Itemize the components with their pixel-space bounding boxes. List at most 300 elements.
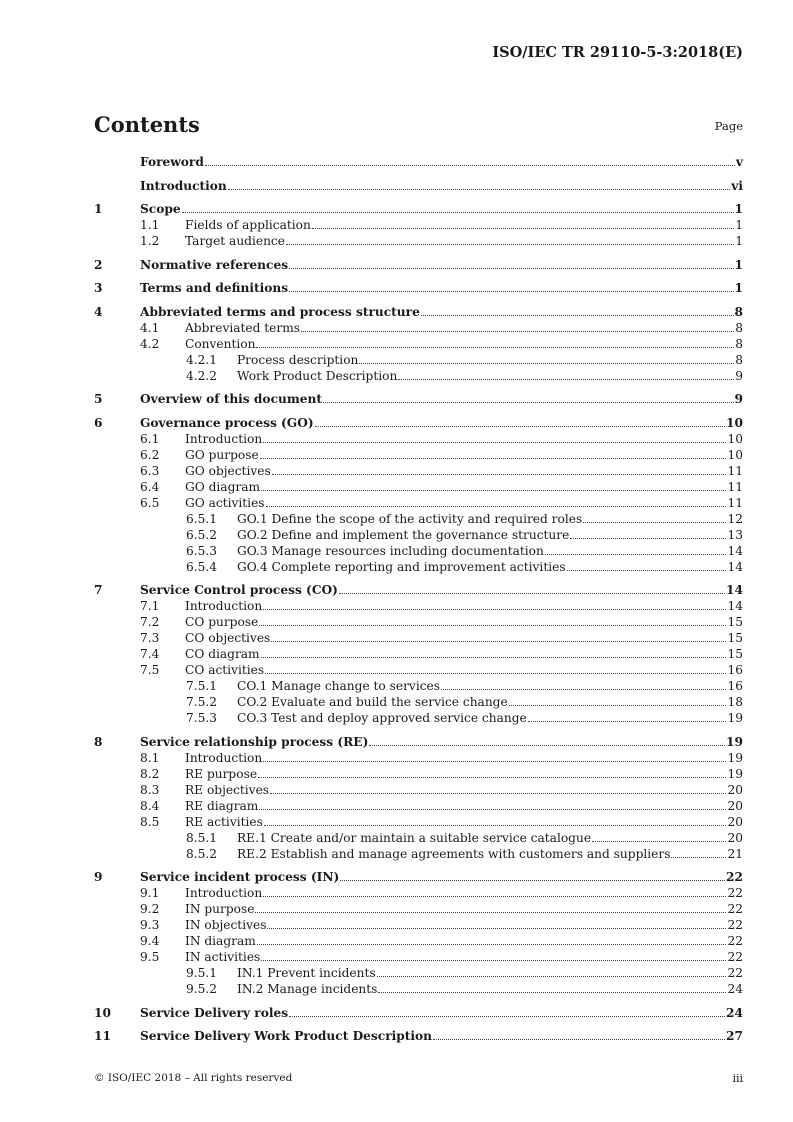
toc-entry-title: Foreword xyxy=(140,155,204,169)
toc-entry-line xyxy=(237,511,743,527)
toc-entry-page: 24 xyxy=(726,1005,743,1020)
toc-entry-page: 15 xyxy=(727,647,743,661)
dot-leader xyxy=(263,750,726,762)
toc-entry-title: Scope xyxy=(140,202,181,216)
toc-entry-number: 7.5.1 xyxy=(186,679,218,693)
dot-leader xyxy=(312,217,734,229)
toc-entry-number: 8.5.2 xyxy=(186,846,218,861)
toc-entry-title: CO.2 Evaluate and build the service change xyxy=(237,695,508,709)
toc-entry-title: GO diagram xyxy=(185,479,261,494)
toc-entry[interactable] xyxy=(94,352,743,368)
toc-entry-line xyxy=(185,495,743,511)
toc-entry-title: RE objectives xyxy=(185,782,270,797)
toc-entry[interactable] xyxy=(94,559,743,575)
toc-entry[interactable] xyxy=(94,479,743,495)
toc-entry-title: RE diagram xyxy=(185,798,259,813)
dot-leader xyxy=(261,646,727,658)
toc-entry[interactable] xyxy=(94,391,743,407)
dot-leader xyxy=(264,814,727,826)
toc-entry-page: 1 xyxy=(734,281,743,295)
dot-leader xyxy=(260,447,727,459)
toc-entry-page: 18 xyxy=(727,695,743,709)
toc-entry-title: CO.3 Test and deploy approved service change xyxy=(237,711,527,725)
toc-entry[interactable] xyxy=(94,304,743,320)
toc-entry-number: 7.2 xyxy=(140,615,160,629)
toc-entry-page: 22 xyxy=(727,934,743,948)
toc-entry[interactable] xyxy=(94,869,743,885)
toc-entry[interactable] xyxy=(94,734,743,750)
toc-entry-page: 21 xyxy=(727,846,743,861)
toc-entry-page: 24 xyxy=(727,982,743,996)
toc-entry[interactable] xyxy=(94,582,743,598)
toc-entry[interactable] xyxy=(94,527,743,543)
toc-entry-number: 4 xyxy=(94,304,103,319)
toc-entry-page: 1 xyxy=(734,257,743,272)
page-title: Contents xyxy=(94,112,200,137)
toc-entry-page: 19 xyxy=(727,766,743,781)
toc-entry-title: CO purpose xyxy=(185,615,259,629)
toc-entry[interactable] xyxy=(94,965,743,981)
toc-entry-number: 9.4 xyxy=(140,934,160,948)
toc-entry-line xyxy=(140,304,743,320)
dot-leader xyxy=(289,280,733,292)
toc-entry-title: IN.2 Manage incidents xyxy=(237,982,378,996)
toc-entry-number: 5 xyxy=(94,392,103,406)
toc-entry-line xyxy=(185,885,743,901)
dot-leader xyxy=(289,257,733,269)
toc-entry[interactable] xyxy=(94,201,743,217)
toc-entry-page: 20 xyxy=(727,830,743,845)
toc-entry[interactable] xyxy=(94,320,743,336)
toc-entry-number: 6.5.3 xyxy=(186,543,218,558)
toc-entry-page: 22 xyxy=(727,966,743,980)
dot-leader xyxy=(263,885,726,897)
toc-entry-number: 7 xyxy=(94,583,103,597)
toc-entry-title: Service Control process (CO) xyxy=(140,583,338,597)
toc-entry-title: Introduction xyxy=(185,431,263,446)
toc-entry-number: 6.5.2 xyxy=(186,527,218,542)
toc-entry-number: 9.3 xyxy=(140,918,160,932)
toc-entry-title: Introduction xyxy=(185,886,263,900)
toc-entry[interactable] xyxy=(94,336,743,352)
toc-entry-number: 4.1 xyxy=(140,320,160,335)
toc-entry-title: Service Delivery Work Product Description xyxy=(140,1029,433,1043)
toc-entry-page: 14 xyxy=(727,599,743,613)
toc-entry-page: 8 xyxy=(735,320,743,335)
dot-leader xyxy=(671,846,726,858)
toc-entry-number: 9.2 xyxy=(140,902,160,916)
toc-entry-page: 16 xyxy=(727,663,743,677)
toc-entry-page: 14 xyxy=(727,559,743,574)
toc-entry-number: 9.1 xyxy=(140,886,160,900)
toc-entry-number: 6.2 xyxy=(140,447,160,462)
toc-entry-number: 9.5.1 xyxy=(186,966,218,980)
toc-entry-line xyxy=(140,178,743,194)
toc-entry[interactable] xyxy=(94,885,743,901)
toc-entry-line xyxy=(185,782,743,798)
toc-entry-number: 8.2 xyxy=(140,766,160,781)
dot-leader xyxy=(256,336,734,348)
toc-entry[interactable] xyxy=(94,694,743,710)
toc-entry-page: 8 xyxy=(735,336,743,351)
toc-entry[interactable] xyxy=(94,901,743,917)
toc-entry-number: 4.2 xyxy=(140,336,160,351)
toc-entry-number: 6.5 xyxy=(140,495,160,510)
toc-entry-line xyxy=(140,1028,743,1044)
table-of-contents xyxy=(94,154,743,1044)
toc-entry-line xyxy=(185,766,743,782)
toc-entry-line xyxy=(140,582,743,598)
toc-entry[interactable] xyxy=(94,662,743,678)
toc-entry-number: 6.4 xyxy=(140,479,160,494)
toc-entry-number: 9 xyxy=(94,870,103,884)
toc-entry[interactable] xyxy=(94,949,743,965)
toc-entry[interactable] xyxy=(94,447,743,463)
toc-entry[interactable] xyxy=(94,217,743,233)
dot-leader xyxy=(421,304,734,316)
toc-entry-page: 12 xyxy=(727,511,743,526)
toc-entry-number: 8.3 xyxy=(140,782,160,797)
dot-leader xyxy=(259,614,726,626)
toc-entry-title: Abbreviated terms and process structure xyxy=(140,304,420,319)
toc-entry-line xyxy=(140,391,743,407)
toc-entry-line xyxy=(237,678,743,694)
toc-entry-line xyxy=(185,598,743,614)
dot-leader xyxy=(263,431,726,443)
dot-leader xyxy=(567,559,727,571)
toc-entry-line xyxy=(185,814,743,830)
document-identifier: ISO/IEC TR 29110-5-3:2018(E) xyxy=(492,44,743,61)
dot-leader xyxy=(323,391,734,403)
toc-entry[interactable] xyxy=(94,614,743,630)
toc-entry-page: 14 xyxy=(727,543,743,558)
toc-entry-number: 6 xyxy=(94,415,103,430)
dot-leader xyxy=(377,965,727,977)
toc-entry-line xyxy=(185,646,743,662)
toc-entry-number: 1 xyxy=(94,202,103,216)
toc-entry-page: v xyxy=(735,155,743,169)
toc-entry-line xyxy=(185,217,743,233)
toc-entry-page: 19 xyxy=(727,750,743,765)
dot-leader xyxy=(441,678,726,690)
toc-entry[interactable] xyxy=(94,233,743,249)
toc-entry-title: GO.2 Define and implement the governance structure xyxy=(237,527,570,542)
toc-entry-line xyxy=(237,846,743,862)
toc-entry-page: 22 xyxy=(726,870,743,884)
toc-entry-page: 22 xyxy=(727,886,743,900)
toc-entry-number: 9.5.2 xyxy=(186,982,218,996)
toc-entry-title: CO diagram xyxy=(185,647,260,661)
toc-entry-number: 7.1 xyxy=(140,599,160,613)
toc-entry[interactable] xyxy=(94,766,743,782)
toc-entry-number: 7.5.3 xyxy=(186,711,218,725)
dot-leader xyxy=(182,201,734,213)
dot-leader xyxy=(592,830,726,842)
toc-entry-page: 15 xyxy=(727,631,743,645)
toc-entry-number: 2 xyxy=(94,257,103,272)
toc-entry-line xyxy=(237,352,743,368)
toc-entry-title: GO.1 Define the scope of the activity and required roles xyxy=(237,511,583,526)
toc-entry-number: 11 xyxy=(94,1029,111,1043)
toc-entry-title: CO activities xyxy=(185,663,265,677)
toc-entry-title: RE.1 Create and/or maintain a suitable service catalogue xyxy=(237,830,592,845)
toc-entry-line xyxy=(237,368,743,384)
toc-entry-title: RE purpose xyxy=(185,766,258,781)
toc-entry-line xyxy=(237,559,743,575)
dot-leader xyxy=(339,582,725,594)
dot-leader xyxy=(261,479,726,491)
toc-entry-page: 1 xyxy=(735,218,743,232)
toc-entry-line xyxy=(185,447,743,463)
dot-leader xyxy=(433,1028,725,1040)
toc-entry-number: 6.5.1 xyxy=(186,511,218,526)
toc-entry-page: 1 xyxy=(735,234,743,248)
dot-leader xyxy=(271,630,726,642)
toc-entry-number: 8 xyxy=(94,734,103,749)
toc-entry[interactable] xyxy=(94,415,743,431)
toc-entry-title: Governance process (GO) xyxy=(140,415,314,430)
toc-entry-line xyxy=(237,965,743,981)
toc-entry[interactable] xyxy=(94,368,743,384)
toc-entry[interactable] xyxy=(94,678,743,694)
toc-entry[interactable] xyxy=(94,280,743,296)
toc-entry-page: vi xyxy=(731,178,743,193)
toc-entry[interactable] xyxy=(94,598,743,614)
toc-entry[interactable] xyxy=(94,750,743,766)
toc-entry-title: IN.1 Prevent incidents xyxy=(237,966,376,980)
toc-entry-title: Overview of this document xyxy=(140,392,322,406)
toc-entry-line xyxy=(140,734,743,750)
toc-entry-title: GO activities xyxy=(185,495,265,510)
toc-entry-title: CO.1 Manage change to services xyxy=(237,679,441,693)
toc-entry-number: 4.2.2 xyxy=(186,368,218,383)
toc-entry-number: 3 xyxy=(94,281,103,295)
toc-entry-line xyxy=(140,154,743,170)
toc-entry-page: 10 xyxy=(727,431,743,446)
toc-entry-title: Work Product Description xyxy=(237,368,398,383)
toc-entry-title: Process description xyxy=(237,352,359,367)
toc-entry-page: 19 xyxy=(727,711,743,725)
toc-entry-line xyxy=(185,901,743,917)
toc-entry-number: 8.5 xyxy=(140,814,160,829)
toc-entry-page: 22 xyxy=(727,950,743,964)
toc-entry-title: Terms and definitions xyxy=(140,281,289,295)
toc-entry-number: 7.3 xyxy=(140,631,160,645)
toc-entry[interactable] xyxy=(94,1028,743,1044)
toc-entry-line xyxy=(237,543,743,559)
dot-leader xyxy=(259,798,726,810)
toc-entry-line xyxy=(237,710,743,726)
toc-entry-number: 7.5.2 xyxy=(186,695,218,709)
toc-entry-title: RE activities xyxy=(185,814,263,829)
toc-entry-title: Target audience xyxy=(185,234,285,248)
toc-entry-number: 1.1 xyxy=(140,218,160,232)
toc-entry-line xyxy=(185,798,743,814)
toc-entry[interactable] xyxy=(94,630,743,646)
toc-entry-page: 9 xyxy=(735,368,743,383)
toc-entry[interactable] xyxy=(94,646,743,662)
toc-entry[interactable] xyxy=(94,933,743,949)
toc-entry-title: GO objectives xyxy=(185,463,271,478)
toc-entry-title: GO.3 Manage resources including documentation xyxy=(237,543,544,558)
toc-entry-line xyxy=(185,917,743,933)
toc-entry-line xyxy=(140,257,743,273)
toc-entry-number: 7.4 xyxy=(140,647,160,661)
toc-entry-line xyxy=(237,981,743,997)
toc-entry-page: 20 xyxy=(727,782,743,797)
toc-entry-line xyxy=(237,830,743,846)
page-column-label: Page xyxy=(714,119,743,133)
toc-entry-page: 15 xyxy=(727,615,743,629)
toc-entry-line xyxy=(185,431,743,447)
toc-entry-number: 6.3 xyxy=(140,463,160,478)
dot-leader xyxy=(583,511,726,523)
toc-entry-number: 7.5 xyxy=(140,663,160,677)
toc-entry-title: Introduction xyxy=(140,178,227,193)
dot-leader xyxy=(369,734,725,746)
dot-leader xyxy=(266,495,727,507)
toc-entry-title: Service incident process (IN) xyxy=(140,870,340,884)
toc-entry-title: IN diagram xyxy=(185,934,256,948)
toc-entry[interactable] xyxy=(94,981,743,997)
toc-entry-page: 27 xyxy=(726,1029,743,1043)
toc-entry-number: 10 xyxy=(94,1005,111,1020)
dot-leader xyxy=(267,917,726,929)
toc-entry[interactable] xyxy=(94,1005,743,1021)
toc-entry-line xyxy=(185,233,743,249)
toc-entry-line xyxy=(185,336,743,352)
toc-entry[interactable] xyxy=(94,431,743,447)
toc-entry[interactable] xyxy=(94,846,743,862)
dot-leader xyxy=(359,352,734,364)
toc-entry-number: 8.5.1 xyxy=(186,830,218,845)
toc-entry-title: GO.4 Complete reporting and improvement activities xyxy=(237,559,566,574)
toc-entry-title: IN activities xyxy=(185,950,261,964)
toc-entry-line xyxy=(185,614,743,630)
toc-entry[interactable] xyxy=(94,463,743,479)
toc-entry[interactable] xyxy=(94,495,743,511)
toc-entry-number: 8.4 xyxy=(140,798,160,813)
dot-leader xyxy=(261,949,726,961)
toc-entry-page: 11 xyxy=(727,495,743,510)
toc-entry-page: 10 xyxy=(726,415,743,430)
toc-entry-line xyxy=(185,933,743,949)
toc-entry[interactable] xyxy=(94,511,743,527)
dot-leader xyxy=(270,782,726,794)
toc-entry-title: RE.2 Establish and manage agreements with customers and suppliers xyxy=(237,846,671,861)
toc-entry-page: 13 xyxy=(727,527,743,542)
toc-entry-line xyxy=(140,1005,743,1021)
dot-leader xyxy=(257,933,727,945)
dot-leader xyxy=(301,320,734,332)
toc-entry-page: 8 xyxy=(734,304,743,319)
toc-entry-line xyxy=(185,662,743,678)
toc-entry-number: 9.5 xyxy=(140,950,160,964)
toc-entry-title: Abbreviated terms xyxy=(185,320,301,335)
toc-entry-line xyxy=(185,463,743,479)
toc-entry[interactable] xyxy=(94,830,743,846)
toc-entry-number: 8.1 xyxy=(140,750,160,765)
toc-entry-page: 20 xyxy=(727,814,743,829)
toc-entry[interactable] xyxy=(94,543,743,559)
toc-entry[interactable] xyxy=(94,814,743,830)
toc-entry-number: 1.2 xyxy=(140,234,160,248)
toc-entry-number: 6.5.4 xyxy=(186,559,218,574)
toc-entry-line xyxy=(185,750,743,766)
dot-leader xyxy=(263,598,726,610)
toc-entry-number: 4.2.1 xyxy=(186,352,218,367)
toc-entry[interactable] xyxy=(94,917,743,933)
toc-entry-line xyxy=(237,527,743,543)
toc-entry-line xyxy=(237,694,743,710)
toc-entry-title: Introduction xyxy=(185,599,263,613)
toc-entry-page: 10 xyxy=(727,447,743,462)
dot-leader xyxy=(528,710,727,722)
toc-entry-page: 1 xyxy=(734,202,743,216)
page-number: iii xyxy=(732,1072,743,1085)
copyright-notice: © ISO/IEC 2018 – All rights reserved xyxy=(94,1072,293,1084)
toc-entry-page: 8 xyxy=(735,352,743,367)
dot-leader xyxy=(545,543,727,555)
toc-entry-line xyxy=(140,280,743,296)
toc-entry-line xyxy=(140,869,743,885)
toc-entry-title: Introduction xyxy=(185,750,263,765)
toc-entry-page: 14 xyxy=(726,583,743,597)
dot-leader xyxy=(272,463,727,475)
toc-entry-title: GO purpose xyxy=(185,447,259,462)
toc-entry-title: Fields of application xyxy=(185,218,311,232)
toc-entry[interactable] xyxy=(94,798,743,814)
toc-entry-line xyxy=(185,320,743,336)
dot-leader xyxy=(570,527,726,539)
dot-leader xyxy=(286,233,734,245)
toc-entry[interactable] xyxy=(94,154,743,170)
toc-entry-page: 22 xyxy=(727,902,743,916)
dot-leader xyxy=(340,869,725,881)
toc-entry-page: 20 xyxy=(727,798,743,813)
dot-leader xyxy=(265,662,726,674)
toc-entry-page: 9 xyxy=(734,392,743,406)
toc-entry-title: IN objectives xyxy=(185,918,267,932)
toc-entry-title: Convention xyxy=(185,336,256,351)
dot-leader xyxy=(378,981,726,993)
toc-entry-line xyxy=(140,201,743,217)
dot-leader xyxy=(315,415,725,427)
toc-entry-page: 11 xyxy=(727,479,743,494)
dot-leader xyxy=(255,901,726,913)
dot-leader xyxy=(258,766,726,778)
dot-leader xyxy=(205,154,735,166)
toc-entry-title: IN purpose xyxy=(185,902,255,916)
toc-entry-line xyxy=(140,415,743,431)
toc-entry-page: 16 xyxy=(727,679,743,693)
toc-entry-page: 19 xyxy=(726,734,743,749)
toc-entry-page: 22 xyxy=(727,918,743,932)
dot-leader xyxy=(228,178,730,190)
toc-entry[interactable] xyxy=(94,710,743,726)
toc-entry-title: CO objectives xyxy=(185,631,271,645)
toc-entry-title: Service relationship process (RE) xyxy=(140,734,369,749)
dot-leader xyxy=(398,368,734,380)
toc-entry-page: 11 xyxy=(727,463,743,478)
toc-entry[interactable] xyxy=(94,178,743,194)
dot-leader xyxy=(289,1005,725,1017)
toc-entry-title: Service Delivery roles xyxy=(140,1005,289,1020)
toc-entry[interactable] xyxy=(94,782,743,798)
dot-leader xyxy=(509,694,727,706)
toc-entry[interactable] xyxy=(94,257,743,273)
toc-entry-line xyxy=(185,479,743,495)
